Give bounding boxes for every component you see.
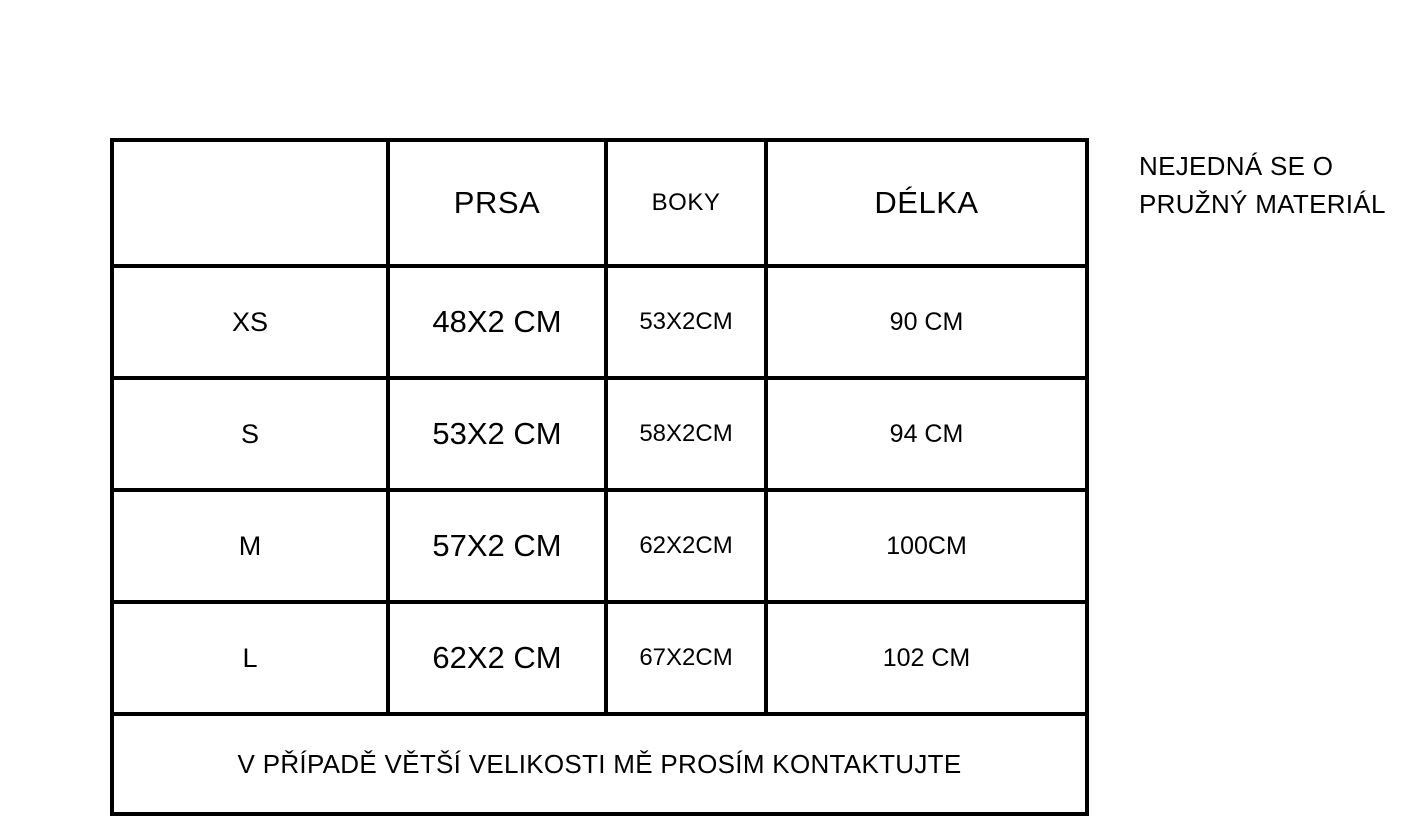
material-note-line-1: NEJEDNÁ SE O [1139, 151, 1334, 181]
table-footer-row [112, 714, 1087, 814]
table-row [112, 490, 1087, 602]
size-chart-table [110, 138, 1089, 816]
cell-boky: 53X2CM [606, 266, 766, 378]
header-cell-blank [112, 140, 388, 266]
cell-prsa: 53X2 CM [388, 378, 606, 490]
material-note-line-2: PRUŽNÝ MATERIÁL [1139, 188, 1386, 219]
cell-prsa: 62X2 CM [388, 602, 606, 714]
table-row [112, 602, 1087, 714]
cell-delka: 100CM [766, 490, 1087, 602]
header-cell-delka: DÉLKA [766, 140, 1087, 266]
footer-note: V PŘÍPADĚ VĚTŠÍ VELIKOSTI MĚ PROSÍM KONTAKTUJTE [112, 714, 1087, 814]
table-row [112, 378, 1087, 490]
table-row [112, 266, 1087, 378]
table-header-row [112, 140, 1087, 266]
header-cell-prsa: PRSA [388, 140, 606, 266]
cell-prsa: 57X2 CM [388, 490, 606, 602]
cell-size: XS [112, 266, 388, 378]
cell-prsa: 48X2 CM [388, 266, 606, 378]
cell-size: S [112, 378, 388, 490]
cell-boky: 62X2CM [606, 490, 766, 602]
material-note [1139, 148, 1418, 223]
cell-size: L [112, 602, 388, 714]
cell-delka: 102 CM [766, 602, 1087, 714]
cell-boky: 67X2CM [606, 602, 766, 714]
cell-boky: 58X2CM [606, 378, 766, 490]
cell-size: M [112, 490, 388, 602]
cell-delka: 90 CM [766, 266, 1087, 378]
cell-delka: 94 CM [766, 378, 1087, 490]
header-cell-boky: BOKY [606, 140, 766, 266]
